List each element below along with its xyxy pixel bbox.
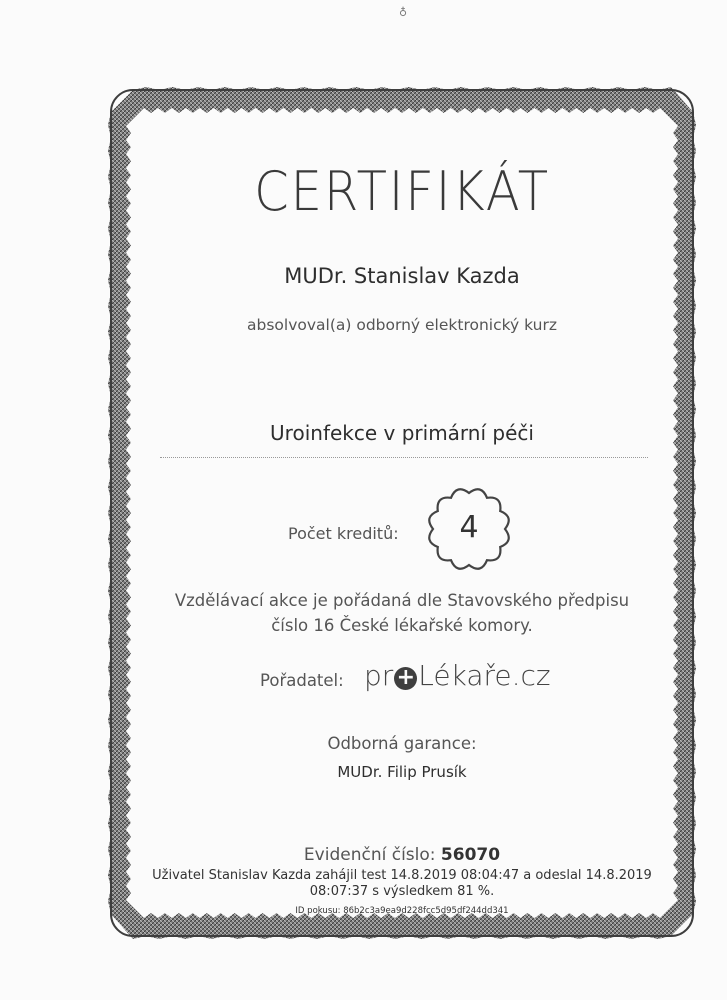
- guarantor-name: MUDr. Filip Prusík: [337, 763, 467, 781]
- scan-mark: ♁: [399, 6, 408, 19]
- logo-text-right: Lékaře.cz: [418, 659, 551, 692]
- user-test-info: [118, 868, 686, 900]
- organizer-logo: [364, 659, 551, 692]
- organizer-label: Pořadatel:: [260, 671, 344, 690]
- credits-badge: [424, 484, 514, 574]
- recipient-name: MUDr. Stanislav Kazda: [284, 264, 520, 288]
- user-test-line-1: Uživatel Stanislav Kazda zahájil test 14.8.2019 08:04:47 a odeslal 14.8.2019: [152, 868, 652, 883]
- certificate-body: [118, 98, 686, 928]
- credits-label: Počet kreditů:: [288, 524, 399, 543]
- completed-text: absolvoval(a) odborný elektronický kurz: [247, 316, 557, 334]
- guarantee-label: Odborná garance:: [327, 734, 477, 753]
- evidence-number: 56070: [440, 845, 501, 865]
- credits-value: 4: [459, 510, 479, 545]
- attempt-id: ID pokusu: 86b2c3a9ea9d228fcc5d95df244dd341: [295, 906, 509, 916]
- course-name: Uroinfekce v primární péči: [270, 421, 534, 445]
- statement: [138, 588, 666, 638]
- certificate-title: CERTIFIKÁT: [254, 160, 550, 223]
- evidence-label: Evidenční číslo:: [303, 845, 436, 865]
- user-test-line-2: 08:07:37 s výsledkem 81 %.: [309, 884, 495, 899]
- evidence-number-line: [118, 845, 686, 865]
- statement-line-1: Vzdělávací akce je pořádaná dle Stavovského předpisu: [174, 591, 630, 610]
- dotted-divider: [160, 457, 648, 458]
- plus-icon: +: [394, 667, 417, 690]
- statement-line-2: číslo 16 České lékařské komory.: [271, 616, 533, 635]
- logo-text-left: pr: [364, 659, 394, 692]
